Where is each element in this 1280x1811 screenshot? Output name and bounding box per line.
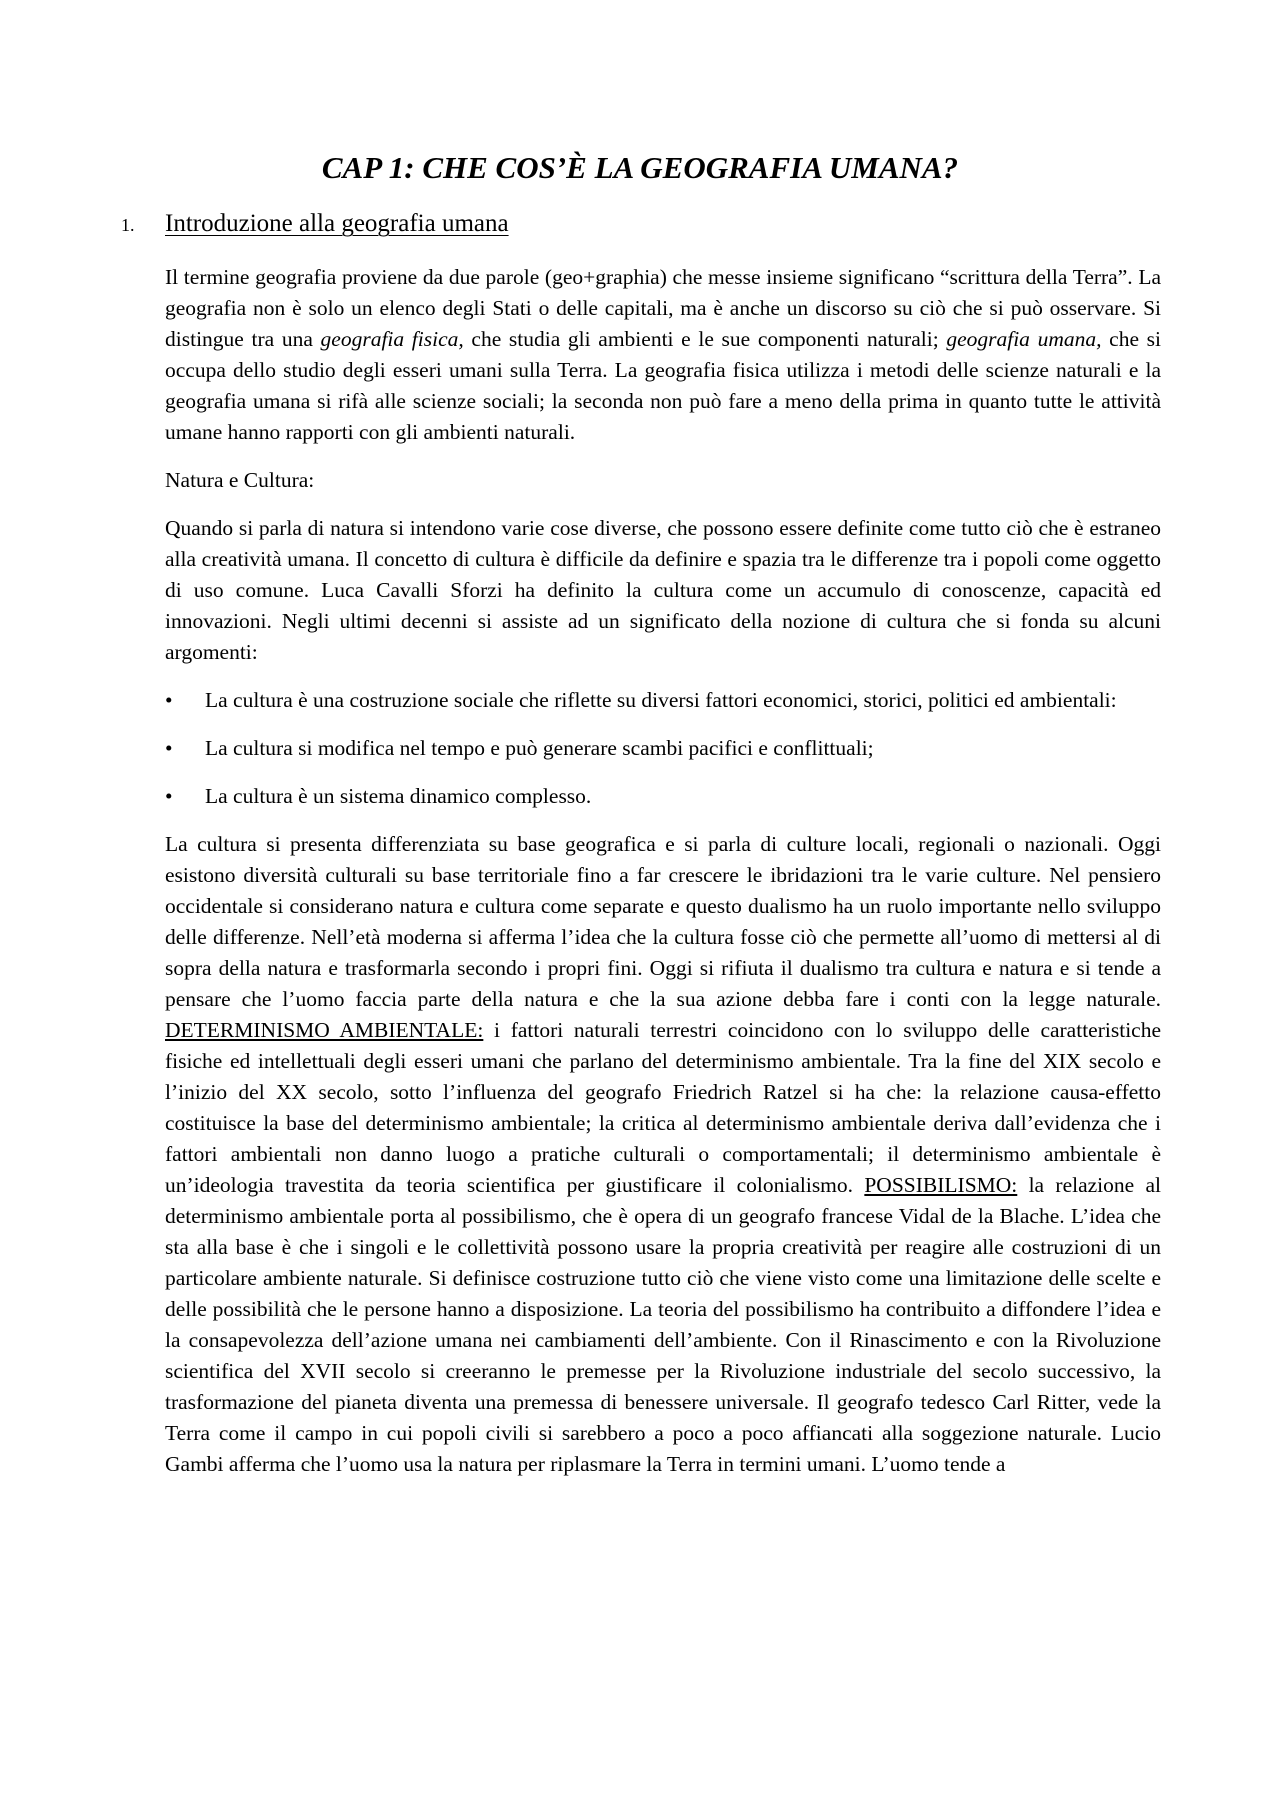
list-item-text: La cultura si modifica nel tempo e può generare scambi pacifici e conflittuali; (205, 736, 874, 760)
list-item (165, 781, 1161, 812)
bullet-list (165, 685, 1161, 812)
italic-term-geografia-umana: geografia umana, (946, 327, 1102, 351)
bullet-icon: • (165, 688, 173, 712)
list-item (165, 685, 1161, 716)
bullet-icon: • (165, 784, 173, 808)
section-title: Introduzione alla geografia umana (165, 210, 509, 237)
underlined-term-possibilismo: POSSIBILISMO: (864, 1173, 1018, 1197)
paragraph-intro (165, 262, 1161, 448)
list-item (165, 733, 1161, 764)
page-title: CAP 1: CHE COS’È LA GEOGRAFIA UMANA? (321, 150, 959, 185)
text-run: la relazione al determinismo ambientale porta al possibilismo, che è opera di un geografo francese Vidal de la Blache. L’idea che sta alla base è che i singoli e le collettività possono usare la propria creatività per reagire alle costruzioni di un particolare ambiente naturale. Si definisce costruzione tutto ciò che viene visto come una limitazione delle scelte e delle possibilità che le persone hanno a disposizione. La teoria del possibilismo ha contribuito a diffondere l’idea e la consapevolezza dell’azione umana nei cambiamenti dell’ambiente. Con il Rinascimento e con la Rivoluzione scientifica del XVII secolo si creeranno le premesse per la Rivoluzione industriale del secolo successivo, la trasformazione del pianeta diventa una premessa di benessere universale. Il geografo tedesco Carl Ritter, vede la Terra come il campo in cui popoli civili si sarebbero a poco a poco affiancati alla soggezione naturale. Lucio Gambi afferma che l’uomo usa la natura per riplasmare la Terra in termini umani. L’uomo tende a (165, 1173, 1162, 1476)
section-heading (121, 210, 509, 238)
document-body (165, 262, 1161, 1497)
text-run: che si occupa dello studio degli esseri umani sulla Terra. La geografia fisica utilizza i metodi delle scienze naturali e la geografia umana si rifà alle scienze sociali; la seconda non può fare a meno della prima in quanto tutte le attività umane hanno rapporti con gli ambienti naturali. (165, 327, 1161, 444)
paragraph-cultura (165, 829, 1161, 1480)
underlined-term-determinismo: DETERMINISMO AMBIENTALE: (165, 1018, 484, 1042)
bullet-icon: • (165, 736, 173, 760)
text-run: Il termine geografia proviene da due parole (geo+graphia) che messe insieme significano “scrittura della Terra”. La geografia non è solo un elenco degli Stati o delle capitali, ma è anche un discorso su ciò che si può osservare. Si distingue tra una (165, 265, 1161, 351)
text-run: che studia gli ambienti e le sue componenti naturali; (463, 327, 947, 351)
section-number: 1. (121, 215, 135, 235)
paragraph-natura: Quando si parla di natura si intendono varie cose diverse, che possono essere definite come tutto ciò che è estraneo alla creatività umana. Il concetto di cultura è difficile da definire e spazia tra le differenze tra i popoli come oggetto di uso comune. Luca Cavalli Sforzi ha definito la cultura come un accumulo di conoscenze, capacità ed innovazioni. Negli ultimi decenni si assiste ad un significato della nozione di cultura che si fonda su alcuni argomenti: (165, 516, 1161, 664)
italic-term-geografia-fisica: geografia fisica, (320, 327, 464, 351)
subheading-natura-cultura: Natura e Cultura: (165, 468, 315, 492)
list-item-text: La cultura è un sistema dinamico complesso. (205, 784, 592, 808)
text-run: i fattori naturali terrestri coincidono con lo sviluppo delle caratteristiche fisiche ed intellettuali degli esseri umani che parlano del determinismo ambientale. Tra la fine del XIX secolo e l’inizio del XX secolo, sotto l’influenza del geografo Friedrich Ratzel si ha che: la relazione causa-effetto costituisce la base del determinismo ambientale; la critica al determinismo ambientale deriva dall’evidenza che i fattori ambientali non danno luogo a pratiche culturali o comportamentali; il determinismo ambientale è un’ideologia travestita da teoria scientifica per giustificare il colonialismo. (165, 1018, 1162, 1197)
list-item-text: La cultura è una costruzione sociale che riflette su diversi fattori economici, storici, politici ed ambientali: (205, 688, 1117, 712)
text-run: La cultura si presenta differenziata su base geografica e si parla di culture locali, regionali o nazionali. Oggi esistono diversità culturali su base territoriale fino a far crescere le ibridazioni tra le varie culture. Nel pensiero occidentale si considerano natura e cultura come separate e questo dualismo ha un ruolo importante nello sviluppo delle differenze. Nell’età moderna si afferma l’idea che la cultura fosse ciò che permette all’uomo di mettersi al di sopra della natura e trasformarla secondo i propri fini. Oggi si rifiuta il dualismo tra cultura e natura e si tende a pensare che l’uomo faccia parte della natura e che la sua azione debba fare i conti con la legge naturale. (165, 832, 1161, 1011)
